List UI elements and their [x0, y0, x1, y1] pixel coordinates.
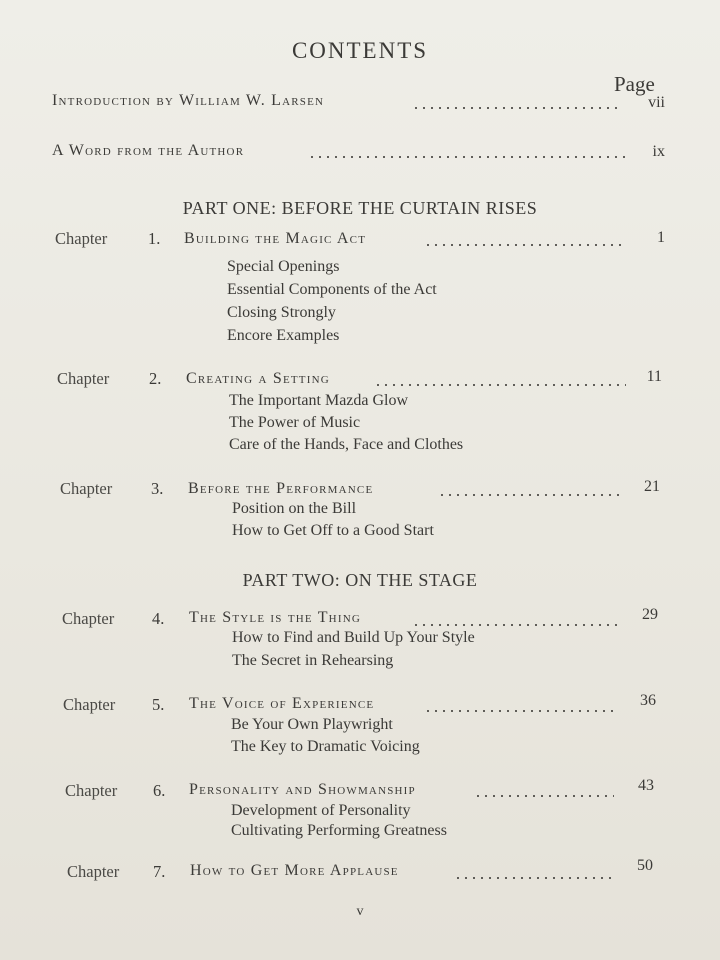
leader-dots: [374, 373, 626, 389]
page-column-label: Page: [614, 72, 655, 96]
chapter-page: 21: [644, 478, 660, 495]
chapter-label: Chapter: [60, 479, 113, 498]
chapter-label: Chapter: [55, 229, 108, 248]
chapter-title: The Voice of Experience: [189, 695, 375, 712]
subtopic: Encore Examples: [227, 327, 340, 344]
leader-dots: [412, 96, 620, 112]
part-heading: PART ONE: BEFORE THE CURTAIN RISES: [182, 198, 538, 218]
chapter-page: 50: [637, 857, 653, 874]
chapter-title: Personality and Showmanship: [189, 781, 416, 798]
subtopic: The Important Mazda Glow: [229, 392, 409, 409]
leader-dots: [412, 613, 618, 629]
chapter-label: Chapter: [65, 781, 118, 800]
subtopic: Essential Components of the Act: [227, 281, 437, 298]
front-matter-page: vii: [648, 94, 665, 111]
chapter-title: Building the Magic Act: [184, 230, 367, 247]
chapter-title: The Style is the Thing: [189, 609, 361, 626]
subtopic: Closing Strongly: [227, 304, 336, 321]
subtopic: Care of the Hands, Face and Clothes: [229, 436, 464, 453]
chapter-number: 4.: [152, 609, 165, 628]
chapter-page: 29: [642, 606, 658, 623]
chapter-number: 5.: [152, 695, 165, 714]
leader-dots: [424, 699, 616, 715]
subtopic: The Key to Dramatic Voicing: [231, 738, 420, 755]
leader-dots: [424, 233, 626, 249]
front-matter-title: Introduction by William W. Larsen: [52, 92, 325, 109]
chapter-page: 43: [638, 777, 654, 794]
front-matter-title: A Word from the Author: [52, 142, 245, 159]
chapter-number: 6.: [153, 781, 166, 800]
chapter-label: Chapter: [63, 695, 116, 714]
contents-heading: CONTENTS: [291, 38, 429, 63]
subtopic: The Power of Music: [229, 414, 361, 431]
chapter-title: How to Get More Applause: [190, 862, 399, 879]
chapter-label: Chapter: [67, 862, 120, 881]
leader-dots: [438, 483, 624, 499]
subtopic: Position on the Bill: [232, 500, 357, 517]
chapter-number: 3.: [151, 479, 164, 498]
leader-dots: [474, 784, 614, 800]
chapter-title: Creating a Setting: [186, 370, 330, 387]
chapter-label: Chapter: [57, 369, 110, 388]
subtopic: How to Find and Build Up Your Style: [232, 629, 475, 646]
chapter-label: Chapter: [62, 609, 115, 628]
chapter-number: 7.: [153, 862, 166, 881]
subtopic: Special Openings: [227, 258, 340, 275]
subtopic: Be Your Own Playwright: [231, 716, 393, 733]
part-heading: PART TWO: ON THE STAGE: [242, 570, 478, 590]
chapter-number: 2.: [149, 369, 162, 388]
chapter-page: 1: [657, 229, 665, 246]
chapter-page: 36: [640, 692, 656, 709]
page-folio: v: [356, 904, 364, 919]
leader-dots: [308, 145, 626, 161]
subtopic: Cultivating Performing Greatness: [231, 822, 447, 839]
chapter-number: 1.: [148, 229, 161, 248]
leader-dots: [454, 866, 614, 882]
subtopic: How to Get Off to a Good Start: [232, 522, 434, 539]
chapter-title: Before the Performance: [188, 480, 374, 497]
chapter-page: 11: [646, 368, 662, 385]
subtopic: Development of Personality: [231, 802, 411, 819]
front-matter-page: ix: [652, 143, 665, 160]
subtopic: The Secret in Rehearsing: [232, 652, 394, 669]
